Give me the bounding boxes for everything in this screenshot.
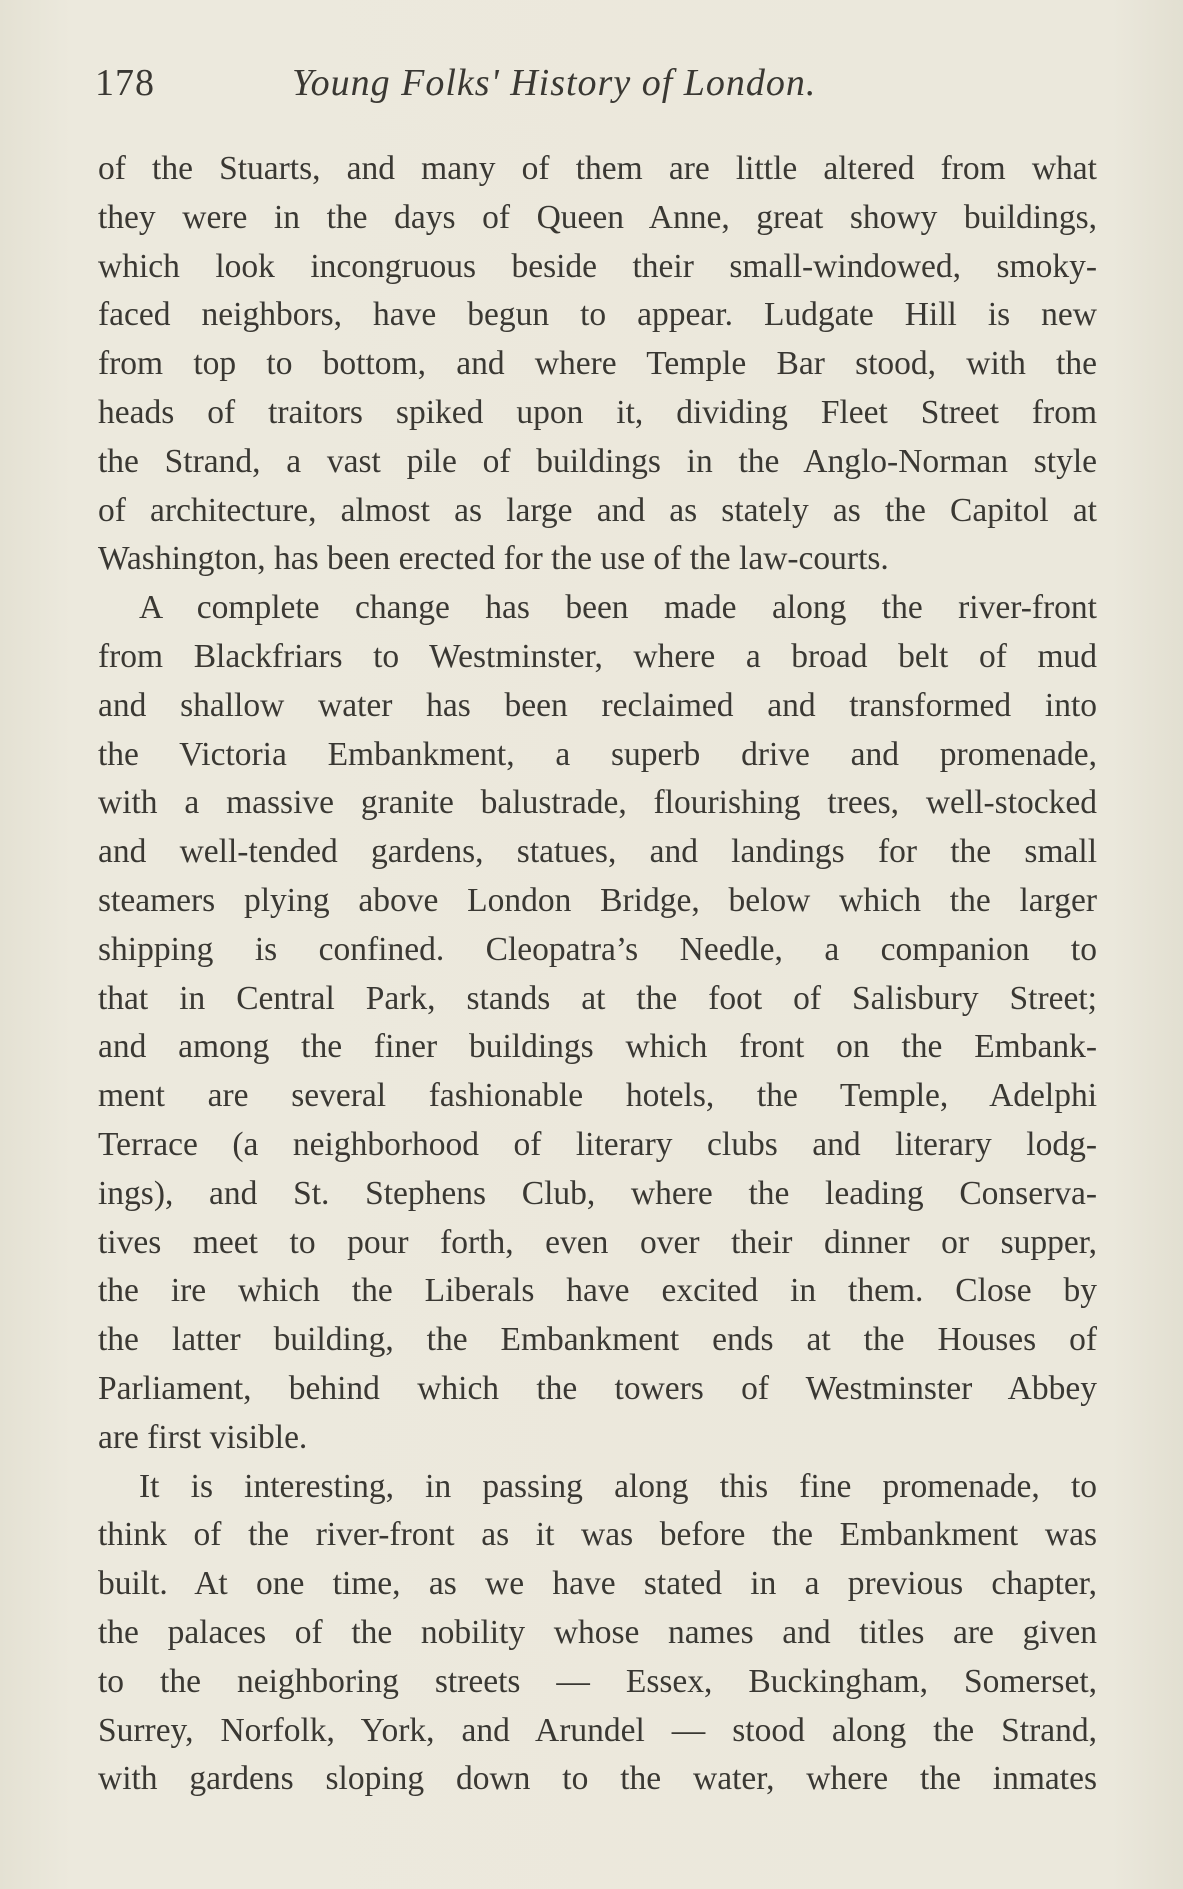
text-line: faced neighbors, have begun to appear. Ludgate Hill is new <box>98 296 1097 334</box>
text-line: from top to bottom, and where Temple Bar stood, with the <box>98 345 1097 383</box>
text-line: to the neighboring streets — Essex, Buckingham, Somerset, <box>98 1662 1097 1700</box>
text-line: ment are several fashionable hotels, the Temple, Adelphi <box>98 1077 1097 1115</box>
text-line: steamers plying above London Bridge, below which the larger <box>98 881 1097 919</box>
text-line: heads of traitors spiked upon it, dividing Fleet Street from <box>98 393 1097 431</box>
running-header <box>95 58 1095 108</box>
text-line: think of the river-front as it was before the Embankment was <box>98 1516 1097 1554</box>
text-line: the Strand, a vast pile of buildings in the Anglo-Norman style <box>98 442 1097 480</box>
text-line: the palaces of the nobility whose names and titles are given <box>98 1613 1097 1651</box>
text-line: ings), and St. Stephens Club, where the leading Conserva- <box>98 1174 1097 1212</box>
text-line: the ire which the Liberals have excited in them. Close by <box>98 1272 1097 1310</box>
text-line: from Blackfriars to Westminster, where a broad belt of mud <box>98 637 1097 675</box>
text-line: of architecture, almost as large and as stately as the Capitol at <box>98 491 1097 529</box>
text-line: with a massive granite balustrade, flourishing trees, well-stocked <box>98 784 1097 822</box>
text-line: and among the finer buildings which front on the Embank- <box>98 1028 1097 1066</box>
text-line: Surrey, Norfolk, York, and Arundel — stood along the Strand, <box>98 1711 1097 1749</box>
text-line: the Victoria Embankment, a superb drive and promenade, <box>98 735 1097 773</box>
text-line: It is interesting, in passing along this fine promenade, to <box>139 1467 1097 1505</box>
text-line: the latter building, the Embankment ends at the Houses of <box>98 1321 1097 1359</box>
text-line: Washington, has been erected for the use of the law-courts. <box>98 540 889 578</box>
text-line: built. At one time, as we have stated in a previous chapter, <box>98 1565 1097 1603</box>
text-line: shipping is confined. Cleopatra’s Needle, a companion to <box>98 930 1097 968</box>
text-line: are first visible. <box>98 1418 308 1456</box>
text-line: that in Central Park, stands at the foot of Salisbury Street; <box>98 979 1097 1017</box>
text-line: Parliament, behind which the towers of Westminster Abbey <box>98 1369 1097 1407</box>
text-line: which look incongruous beside their small-windowed, smoky- <box>98 247 1097 285</box>
text-line: Terrace (a neighborhood of literary clubs and literary lodg- <box>98 1125 1097 1163</box>
page-number: 178 <box>95 62 155 104</box>
text-line: of the Stuarts, and many of them are little altered from what <box>98 150 1097 187</box>
text-line: with gardens sloping down to the water, where the inmates <box>98 1760 1097 1798</box>
text-line: tives meet to pour forth, even over their dinner or supper, <box>98 1223 1097 1261</box>
body-text <box>98 145 1097 1804</box>
running-title: Young Folks' History of London. <box>292 62 817 104</box>
text-line: they were in the days of Queen Anne, great showy buildings, <box>98 198 1097 236</box>
text-line: A complete change has been made along the river-front <box>139 589 1097 627</box>
text-line: and well-tended gardens, statues, and landings for the small <box>98 833 1097 871</box>
text-line: and shallow water has been reclaimed and transformed into <box>98 686 1097 724</box>
